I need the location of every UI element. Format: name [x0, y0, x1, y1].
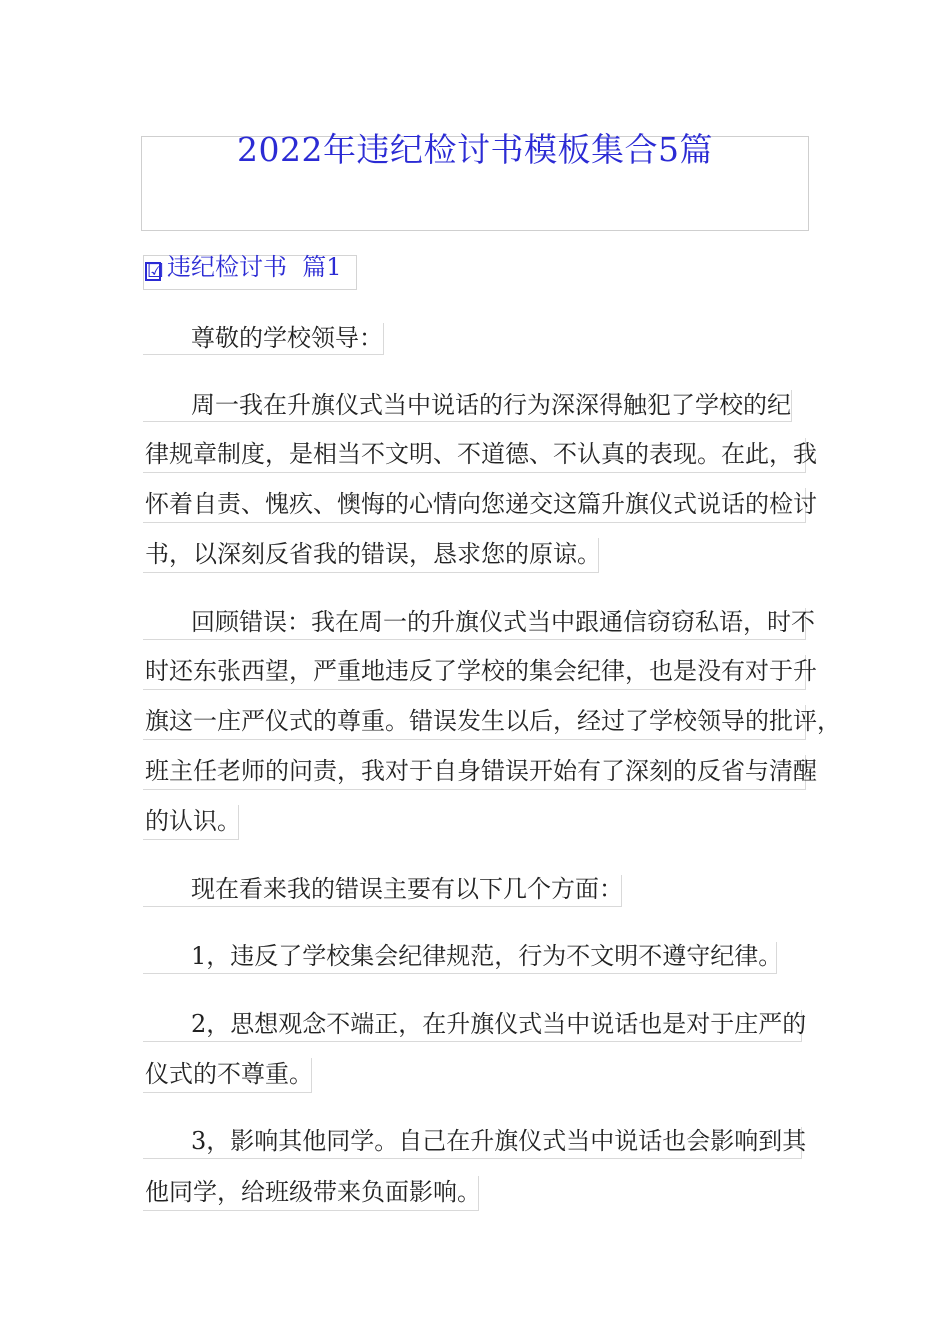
paragraph-line: 旗这一庄严仪式的尊重。错误发生以后，经过了学校领导的批评，	[145, 707, 841, 735]
paragraph-line: 回顾错误：我在周一的升旗仪式当中跟通信窃窃私语，时不	[191, 608, 815, 636]
paragraph-line: 书，以深刻反省我的错误，恳求您的原谅。	[145, 540, 601, 568]
paragraph-line: 周一我在升旗仪式当中说话的行为深深得触犯了学校的纪	[191, 391, 791, 419]
section-title: 违纪检讨书 篇1	[167, 253, 342, 281]
paragraph-line: 怀着自责、愧疚、懊悔的心情向您递交这篇升旗仪式说话的检讨	[145, 490, 817, 518]
list-item: 1，违反了学校集会纪律规范，行为不文明不遵守纪律。	[191, 942, 783, 970]
document-title: 2022年违纪检讨书模板集合5篇	[237, 130, 713, 169]
paragraph-line: 律规章制度，是相当不文明、不道德、不认真的表现。在此，我	[145, 440, 817, 468]
paragraph-line: 的认识。	[145, 807, 241, 835]
paragraph-line: 时还东张西望，严重地违反了学校的集会纪律，也是没有对于升	[145, 657, 817, 685]
list-item: 2，思想观念不端正，在升旗仪式当中说话也是对于庄严的	[191, 1010, 807, 1038]
list-item: 他同学，给班级带来负面影响。	[145, 1178, 481, 1206]
paragraph-line: 现在看来我的错误主要有以下几个方面：	[191, 875, 623, 903]
list-item: 3，影响其他同学。自己在升旗仪式当中说话也会影响到其	[191, 1127, 807, 1155]
list-item: 仪式的不尊重。	[145, 1060, 313, 1088]
salutation: 尊敬的学校领导：	[191, 324, 383, 352]
paragraph-line: 班主任老师的问责，我对于自身错误开始有了深刻的反省与清醒	[145, 757, 817, 785]
checkbox-icon: ☑	[147, 260, 165, 282]
